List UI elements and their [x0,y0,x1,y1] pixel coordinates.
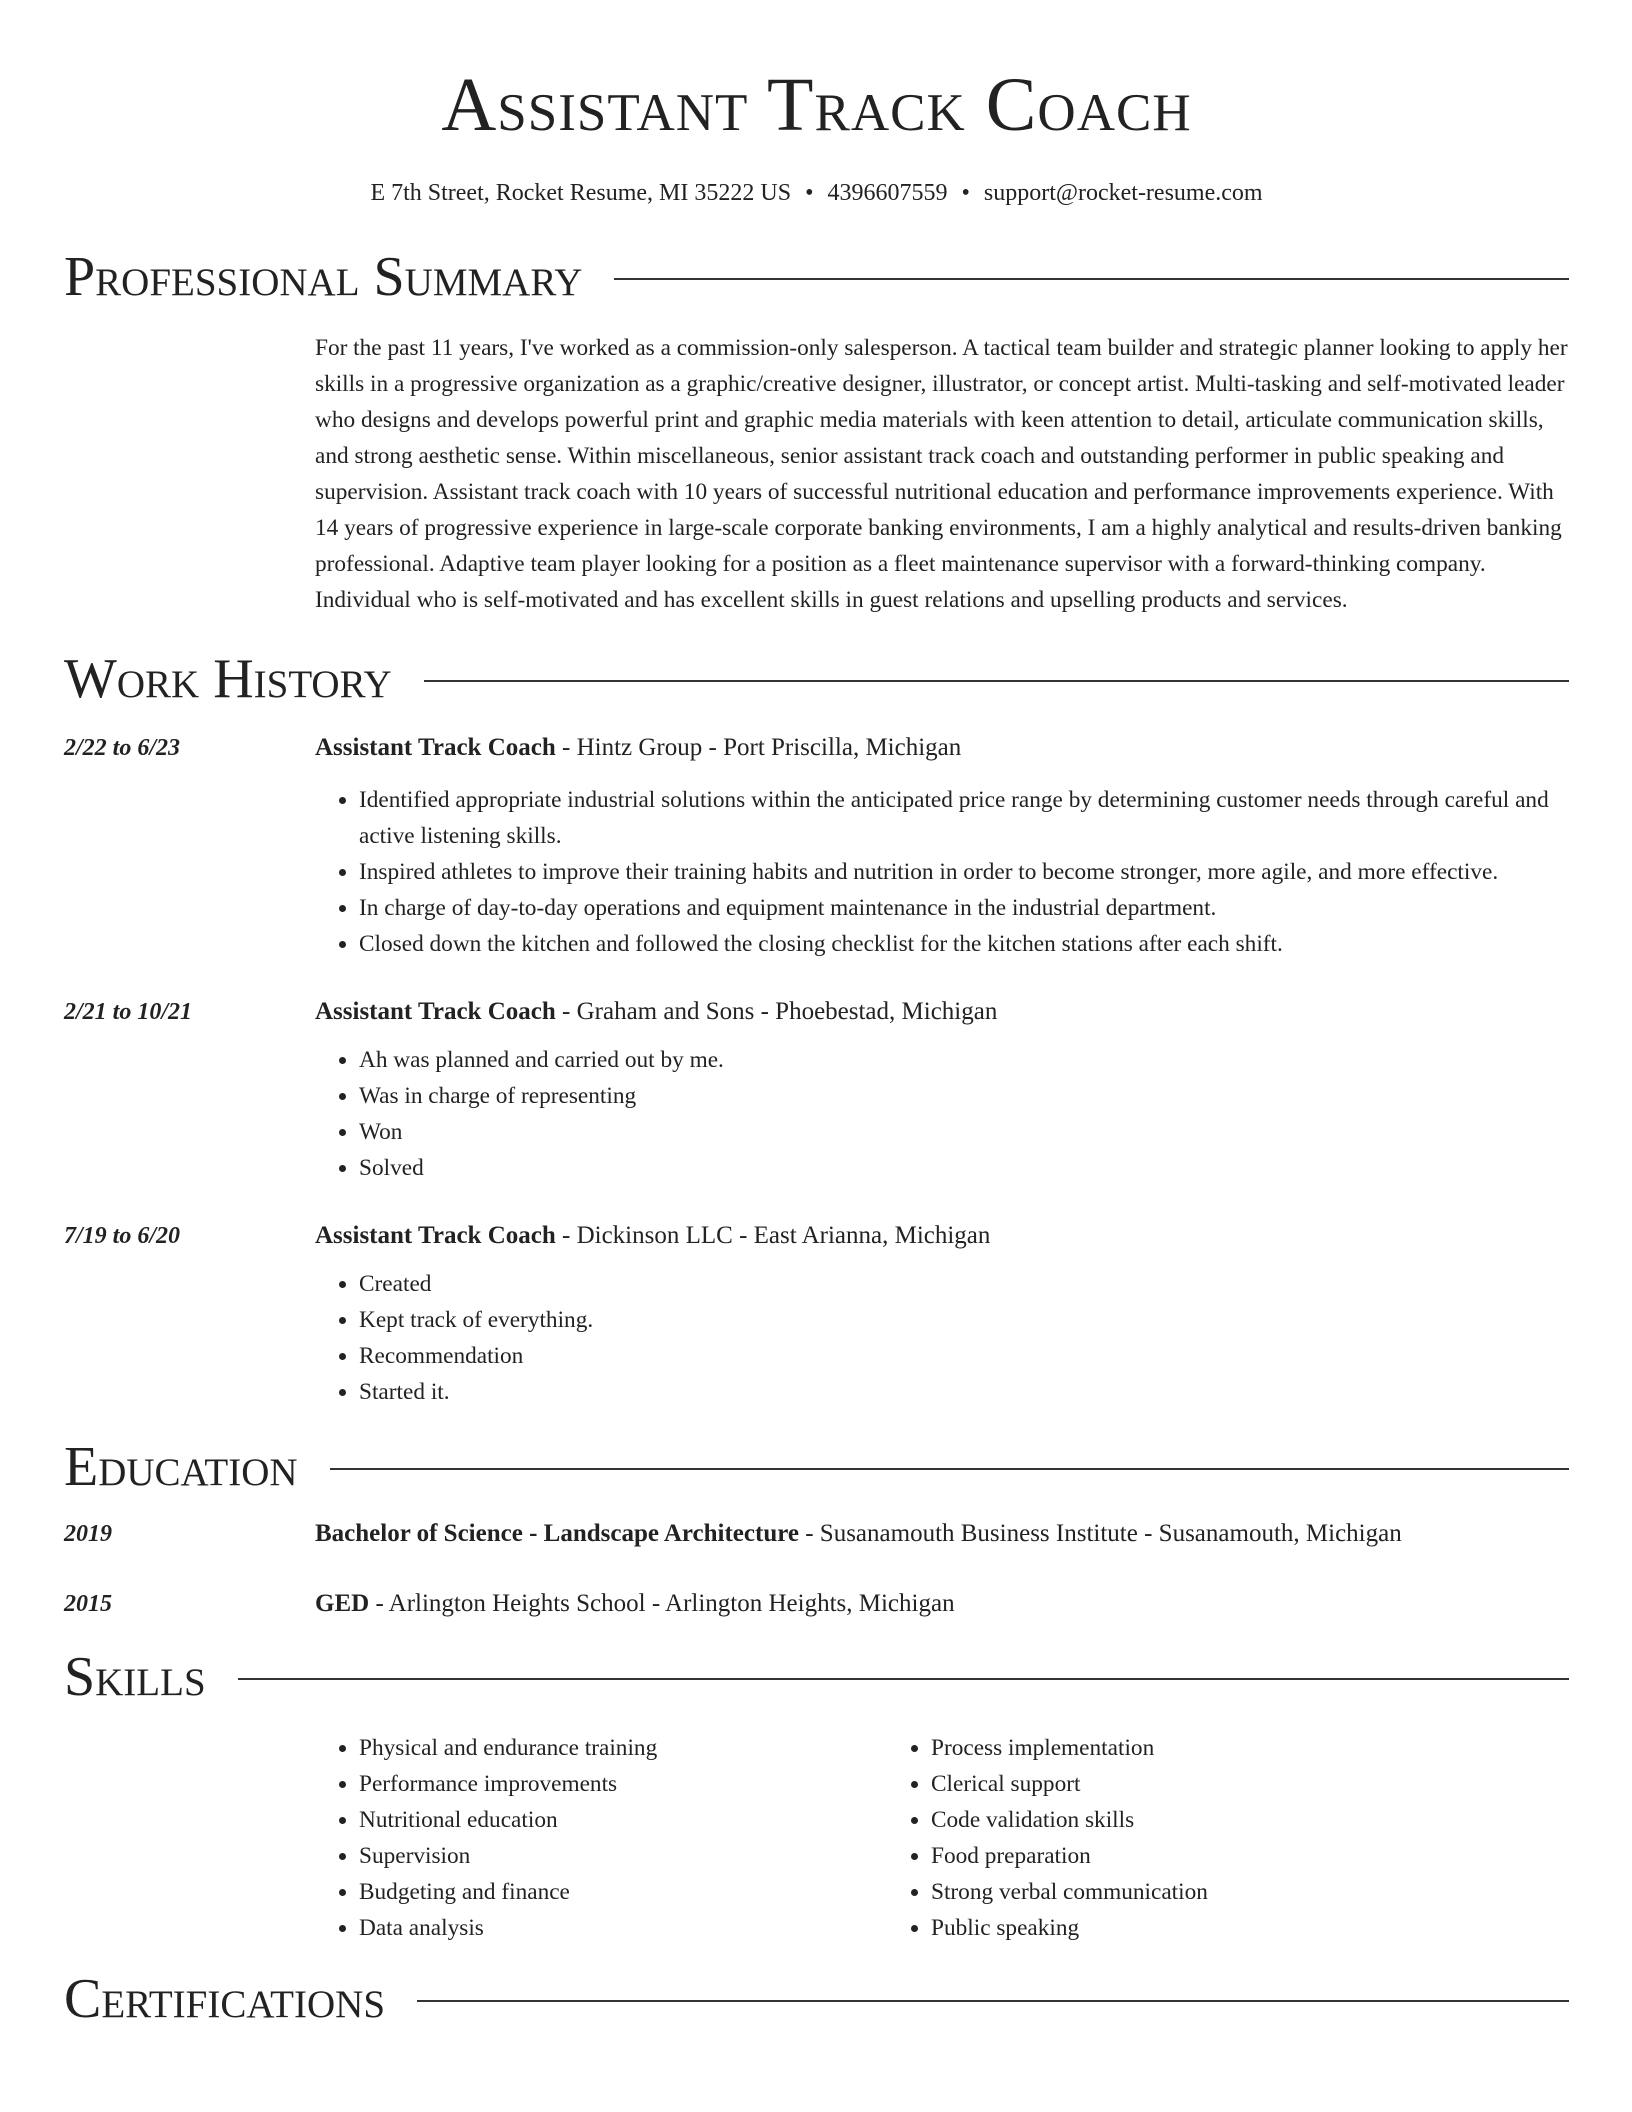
certifications-heading: Certifications [64,1968,386,2030]
degree: GED [315,1590,370,1617]
job-details: - Graham and Sons - Phoebestad, Michigan [555,998,998,1025]
skills-column-right [887,1730,1459,1946]
skills-grid [315,1730,1569,1946]
section-divider [614,278,1569,280]
contact-separator: • [805,180,814,206]
list-item: • Budgeting and finance [359,1874,887,1910]
section-divider [417,2000,1569,2002]
work-bullets [315,1266,1569,1410]
list-item: • Inspired athletes to improve their training habits and nutrition in order to become stronger, more agile, and more effective. [359,854,1569,890]
certifications-section-header [64,1964,1569,2034]
work-heading-line [315,1218,1569,1254]
list-item: • Physical and endurance training [359,1730,887,1766]
degree: Bachelor of Science - Landscape Architecture [315,1520,799,1547]
work-entry-body [315,730,1569,962]
contact-separator: • [961,180,970,206]
education-section-header [64,1432,1569,1502]
work-entry [64,1218,1569,1410]
list-item: • Process implementation [931,1730,1459,1766]
work-section-header [64,644,1569,714]
work-bullets [315,1042,1569,1186]
skills-heading: Skills [64,1646,206,1708]
list-item: • Won [359,1114,1569,1150]
document-title: Assistant Track Coach [441,63,1192,147]
list-item: • Public speaking [931,1910,1459,1946]
education-entry [64,1516,1569,1552]
section-divider [424,680,1569,682]
job-details: - Dickinson LLC - East Arianna, Michigan [555,1222,991,1249]
skills-section-header [64,1642,1569,1712]
job-title: Assistant Track Coach [315,1222,556,1249]
work-heading-line [315,994,1569,1030]
work-dates: 7/19 to 6/20 [64,1223,181,1249]
list-item: • Solved [359,1150,1569,1186]
summary-heading: Professional Summary [64,246,583,308]
list-item: • Supervision [359,1838,887,1874]
contact-email: support@rocket-resume.com [983,180,1263,206]
work-dates: 2/22 to 6/23 [64,735,181,761]
contact-address: E 7th Street, Rocket Resume, MI 35222 US [370,180,792,206]
work-heading: Work History [64,648,392,710]
list-item: • Recommendation [359,1338,1569,1374]
education-heading-line [315,1516,1569,1552]
job-title: Assistant Track Coach [315,998,556,1025]
list-item: • Code validation skills [931,1802,1459,1838]
school-details: - Susanamouth Business Institute - Susanamouth, Michigan [798,1520,1402,1547]
contact-line [64,178,1569,208]
list-item: • Clerical support [931,1766,1459,1802]
education-year: 2019 [64,1521,112,1547]
job-details: - Hintz Group - Port Priscilla, Michigan [555,734,962,761]
work-heading-line [315,730,1569,766]
summary-text: For the past 11 years, I've worked as a commission-only salesperson. A tactical team builder and strategic planner looking to apply her skills in a progressive organization as a graphic/creative designer, illustrator, or concept artist. Multi-tasking and self-motivated leader who designs and develops powerful print and graphic media materials with keen attention to detail, articulate communication skills, and strong aesthetic sense. Within miscellaneous, senior assistant track coach and outstanding performer in public speaking and supervision. Assistant track coach with 10 years of successful nutritional education and performance improvements experience. With 14 years of progressive experience in large-scale corporate banking environments, I am a highly analytical and results-driven banking professional. Adaptive team player looking for a position as a fleet maintenance supervisor with a forward-thinking company. Individual who is self-motivated and has excellent skills in guest relations and upselling products and services. [315,335,1568,613]
list-item: • Closed down the kitchen and followed the closing checklist for the kitchen stations after each shift. [359,926,1569,962]
education-entry-body [315,1586,1569,1622]
list-item: • Was in charge of representing [359,1078,1569,1114]
work-entry-body [315,994,1569,1186]
list-item: • Strong verbal communication [931,1874,1459,1910]
list-item: • Kept track of everything. [359,1302,1569,1338]
work-entry [64,730,1569,962]
education-heading-line [315,1586,1569,1622]
summary-section-header [64,242,1569,312]
school-details: - Arlington Heights School - Arlington Heights, Michigan [369,1590,955,1617]
list-item: • Food preparation [931,1838,1459,1874]
education-entry-body [315,1516,1569,1552]
education-heading: Education [64,1436,298,1498]
work-dates: 2/21 to 10/21 [64,999,193,1025]
list-item: • Identified appropriate industrial solutions within the anticipated price range by determining customer needs through careful and active listening skills. [359,782,1569,854]
job-title: Assistant Track Coach [315,734,556,761]
list-item: • In charge of day-to-day operations and equipment maintenance in the industrial department. [359,890,1569,926]
skills-column-left [315,1730,887,1946]
section-divider [330,1468,1569,1470]
work-bullets [315,782,1569,962]
list-item: • Nutritional education [359,1802,887,1838]
list-item: • Created [359,1266,1569,1302]
work-entry-body [315,1218,1569,1410]
list-item: • Performance improvements [359,1766,887,1802]
list-item: • Ah was planned and carried out by me. [359,1042,1569,1078]
work-entry [64,994,1569,1186]
list-item: • Started it. [359,1374,1569,1410]
list-item: • Data analysis [359,1910,887,1946]
section-divider [238,1678,1569,1680]
education-entry [64,1586,1569,1622]
education-year: 2015 [64,1591,112,1617]
contact-phone: 4396607559 [827,180,948,206]
resume-page [64,0,1569,2034]
